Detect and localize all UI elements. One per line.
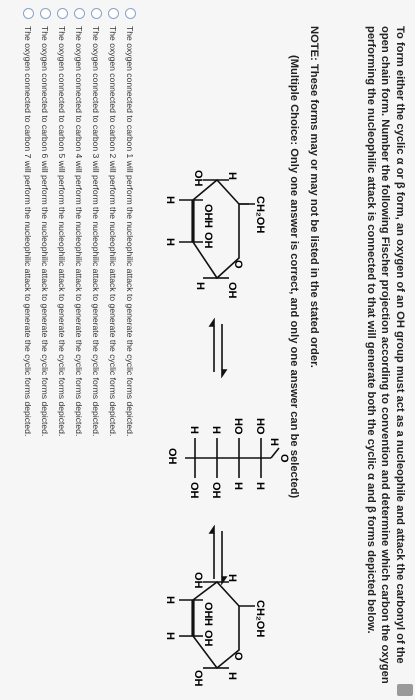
left-ring-oxygen: O [232,260,244,269]
fischer-top-h: H [268,438,280,446]
right-oh-1: OH [202,602,214,619]
left-oh-1: OH [202,204,214,221]
right-ring-oxygen: O [232,652,244,661]
right-ch2oh: CH₂OH [254,600,266,638]
answer-option-carbon-5[interactable] [55,0,69,700]
left-h-2: H [194,282,206,290]
right-oh-2: OH [202,630,214,647]
radio-button[interactable] [40,8,51,19]
left-h-bottom-1: H [164,196,176,204]
right-h-bottom-1: H [164,596,176,604]
option-label: The oxygen connected to carbon 4 will perform the nucleophilic attack to generate the cyclic forms depicted. [74,26,84,437]
right-oh-right: OH [192,670,204,687]
radio-button[interactable] [57,8,68,19]
fischer-row-1-left: HO [254,418,266,435]
option-label: The oxygen connected to carbon 6 will perform the nucleophilic attack to generate the cyclic forms depicted. [40,26,50,437]
radio-button[interactable] [74,8,85,19]
answer-option-carbon-3[interactable] [89,0,103,700]
fischer-projection [143,388,293,518]
left-h-1: H [202,220,214,228]
question-note: NOTE: These forms may or may not be listed in the stated order. [308,26,320,368]
left-oh-left: OH [192,170,204,187]
fischer-row-4-left: H [188,426,200,434]
fischer-bottom-oh: OH [166,448,178,465]
right-cyclic-structure [160,572,275,697]
right-h-top: H [226,574,238,582]
right-h-right: H [226,672,238,680]
answer-option-carbon-1[interactable] [123,0,137,700]
option-label: The oxygen connected to carbon 5 will perform the nucleophilic attack to generate the cyclic forms depicted. [57,26,67,437]
left-ch2oh: CH₂OH [254,196,266,234]
option-label: The oxygen connected to carbon 1 will perform the nucleophilic attack to generate the cyclic forms depicted. [125,26,135,437]
option-label: The oxygen connected to carbon 3 will perform the nucleophilic attack to generate the cyclic forms depicted. [91,26,101,437]
radio-button[interactable] [23,8,34,19]
left-equilibrium-arrow [206,318,230,378]
fischer-row-2-left: HO [232,418,244,435]
answer-option-carbon-7[interactable] [21,0,35,700]
fischer-row-2-right: H [232,482,244,490]
option-label: The oxygen connected to carbon 7 will perform the nucleophilic attack to generate the cyclic forms depicted. [23,26,33,437]
left-h-top: H [226,172,238,180]
answer-option-carbon-2[interactable] [106,0,120,700]
answer-option-carbon-4[interactable] [72,0,86,700]
fischer-row-1-right: H [254,482,266,490]
left-h-bottom-2: H [164,238,176,246]
radio-button[interactable] [91,8,102,19]
left-oh-right: OH [226,282,238,299]
left-oh-2: OH [202,232,214,249]
question-text: To form either the cyclic α or β form, an oxygen of an OH group must act as a nucleophile and attack the carbonyl of the open chain form. Number the following Fischer projection according to convention and determine which carbon the oxygen performing the nucleophilic attack is connected to that will generate both the cyclic α and β forms depicted below. [365,26,406,684]
fischer-row-3-left: H [210,426,222,434]
radio-button[interactable] [108,8,119,19]
fischer-top-o: O [278,454,290,463]
right-h-bottom-2: H [164,632,176,640]
right-h-1: H [202,618,214,626]
radio-button[interactable] [125,8,136,19]
option-label: The oxygen connected to carbon 2 will perform the nucleophilic attack to generate the cyclic forms depicted. [108,26,118,437]
fischer-row-3-right: OH [210,482,222,499]
fischer-row-4-right: OH [188,482,200,499]
left-cyclic-structure [160,170,275,330]
answer-option-carbon-6[interactable] [38,0,52,700]
question-instruction: (Multiple Choice: Only one answer is correct, and only one answer can be selected) [288,55,300,499]
right-oh-left: OH [192,572,204,589]
